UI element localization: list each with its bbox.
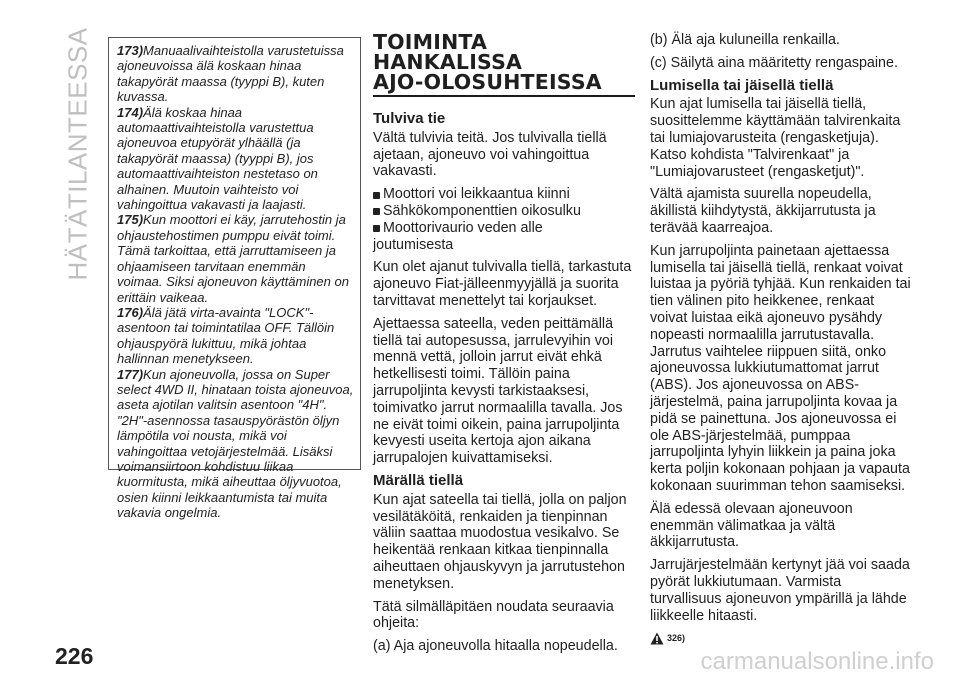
bullet-square-icon	[373, 192, 380, 199]
snow-ice-paragraph: Kun jarrupoljinta painetaan ajettaessa lumisella tai jäisellä tiellä, renkaat voivat luistaa ja pyöriä tyhjää. Kun renkaiden tai tien välinen pito heikkenee, renkaat voivat luistaa eikä ajoneuvo pysähdy nopeasti normaalilla jarrutustavalla. Jarrutus vaihtelee riippuen siitä, onko ajoneuvossa lukkiutumattomat jarrut (ABS). Jos ajoneuvossa on ABS-järjestelmä, paina jarrupoljinta kovaa ja pidä se painettuna. Jos ajoneuvossa ei ole ABS-järjestelmää, pumppaa jarrupoljinta lyhyin liikkein ja paina joka kerta poljin kokonaan pohjaan ja vapauta kokonaan suurimman tehon saamiseksi.	[650, 242, 911, 494]
page-number: 226	[55, 643, 94, 669]
flood-item: Moottori voi leikkaantua kiinni	[373, 186, 635, 203]
warning-triangle-icon	[650, 632, 664, 645]
note-177: 177)Kun ajoneuvolla, jossa on Super select 4WD II, hinataan toista ajoneuvoa, aseta ajotilan valitsin asentoon "4H". "2H"-asennossa tasauspyörästön öljyn lämpötila voi nousta, mikä voi vahingoittaa vetojärjestelmää. Lisäksi voimansiirtoon kohdistuu liikaa kuormitusta, mikä aiheuttaa öljyvuotoa, osien kiinni leikkaantumista tai muita vakavia ongelmia.	[117, 366, 354, 521]
section-side-title	[58, 27, 93, 300]
snow-ice-paragraph: Kun ajat lumisella tai jäisellä tiellä, suosittelemme käyttämään talvirenkaita tai lumiajovarusteita (rengasketjuja). Katso kohdista "Talvirenkaat" ja "Lumiajovarusteet (rengasketjut)".	[650, 96, 901, 180]
bullet-square-icon	[373, 208, 380, 215]
notes-box	[108, 37, 361, 521]
note-175: 175)Kun moottori ei käy, jarrutehostin ja ohjaustehostimen pumppu eivät toimi. Tämä tarkoittaa, että jarruttamiseen ja ohjaamiseen tarvitaan enemmän voimaa. Siksi ajoneuvon käyttäminen on erittäin vaikeaa.	[117, 212, 349, 305]
note-174: 174)Älä koskaa hinaa automaattivaihteistolla varustettua ajoneuvoa etupyörät ylhäällä (ja takapyörät maassa) (tyyppi B), jos automaattivaihteiston nestetaso on alhainen. Muutoin vaihteisto voi vahingoittua vakavasti ja laajasti.	[117, 104, 318, 213]
middle-column	[373, 32, 635, 661]
bullet-square-icon	[373, 225, 380, 232]
flood-item: Moottorivaurio veden alle	[373, 220, 635, 237]
snow-ice-heading: Lumisella tai jäisellä tiellä	[650, 76, 834, 94]
wet-road-heading: Märällä tiellä	[373, 471, 464, 489]
wet-road-item: (a) Aja ajoneuvolla hitaalla nopeudella.	[373, 638, 618, 655]
flood-item: Sähkökomponenttien oikosulku	[373, 203, 635, 220]
section-title-line: HANKALISSA	[373, 50, 523, 74]
warning-ref-number: 326)	[667, 633, 686, 644]
section-title	[373, 32, 635, 97]
snow-ice-paragraph: Vältä ajamista suurella nopeudella, äkillistä kiihdytystä, äkkijarrutusta ja terävää kaarreajoa.	[650, 186, 876, 236]
wet-road-item: (c) Säilytä aina määritetty rengaspaine.	[650, 54, 898, 71]
note-176: 176)Älä jätä virta-avainta "LOCK"-asentoon tai toimintatilaa OFF. Tällöin ohjauspyörä lukittuu, mikä johtaa hallinnan menetykseen.	[117, 304, 335, 367]
watermark: carmanualsonline.info	[700, 648, 934, 675]
flood-item-tail: joutumisesta	[373, 236, 454, 253]
flood-intro: Vältä tulvivia teitä. Jos tulvivalla tiellä ajetaan, ajoneuvo voi vahingoittua vakavasti.	[373, 129, 607, 180]
flood-paragraph: Ajettaessa sateella, veden peittämällä tiellä tai autopesussa, jarrulevyihin voi mennä vettä, jolloin jarrut eivät ehkä hetkellisesti toimi. Tällöin paina jarrupoljinta kevysti tarkistaaksesi, toimivatko jarrut normaalilla tavalla. Jos ne eivät toimi oikein, paina jarrupoljinta kevyesti useita kertoja ajon aikana jarrupalojen kuivattamiseksi.	[373, 315, 623, 467]
right-column	[650, 32, 912, 647]
wet-road-item: (b) Älä aja kuluneilla renkailla.	[650, 32, 840, 48]
snow-ice-paragraph: Älä edessä olevaan ajoneuvoon enemmän välimatkaa ja vältä äkkijarrutusta.	[650, 500, 853, 551]
wet-road-paragraph: Tätä silmälläpitäen noudata seuraavia ohjeita:	[373, 598, 614, 632]
flood-paragraph: Kun olet ajanut tulvivalla tiellä, tarkastuta ajoneuvo Fiat-jälleenmyyjällä ja suorita tarvittavat menettelyt tai korjaukset.	[373, 259, 632, 309]
note-173: 173)Manuaalivaihteistolla varustetuissa ajoneuvoissa älä koskaan hinaa takapyörät maassa (tyyppi B), kuten kuvassa.	[117, 43, 344, 105]
section-title-line: AJO-OLOSUHTEISSA	[373, 70, 602, 94]
snow-ice-paragraph: Jarrujärjestelmään kertynyt jää voi saada pyörät lukkiutumaan. Varmista turvallisuus ajoneuvon ympärillä ja lähde liikkeelle hitaasti.	[650, 557, 910, 624]
section-title-line: TOIMINTA	[373, 30, 488, 54]
warning-reference	[650, 630, 912, 647]
flood-heading: Tulviva tie	[373, 110, 446, 127]
wet-road-paragraph: Kun ajat sateella tai tiellä, jolla on paljon vesilätäköitä, renkaiden ja tienpinnan väliin saattaa muodostua vesikalvo. Se heikentää renkaan kitkaa tienpinnalla aiheuttaen ohjauskyvyn ja jarrutustehon menetyksen.	[373, 491, 627, 592]
section-side-title-text: HÄTÄTILANTEESSA	[62, 27, 93, 281]
